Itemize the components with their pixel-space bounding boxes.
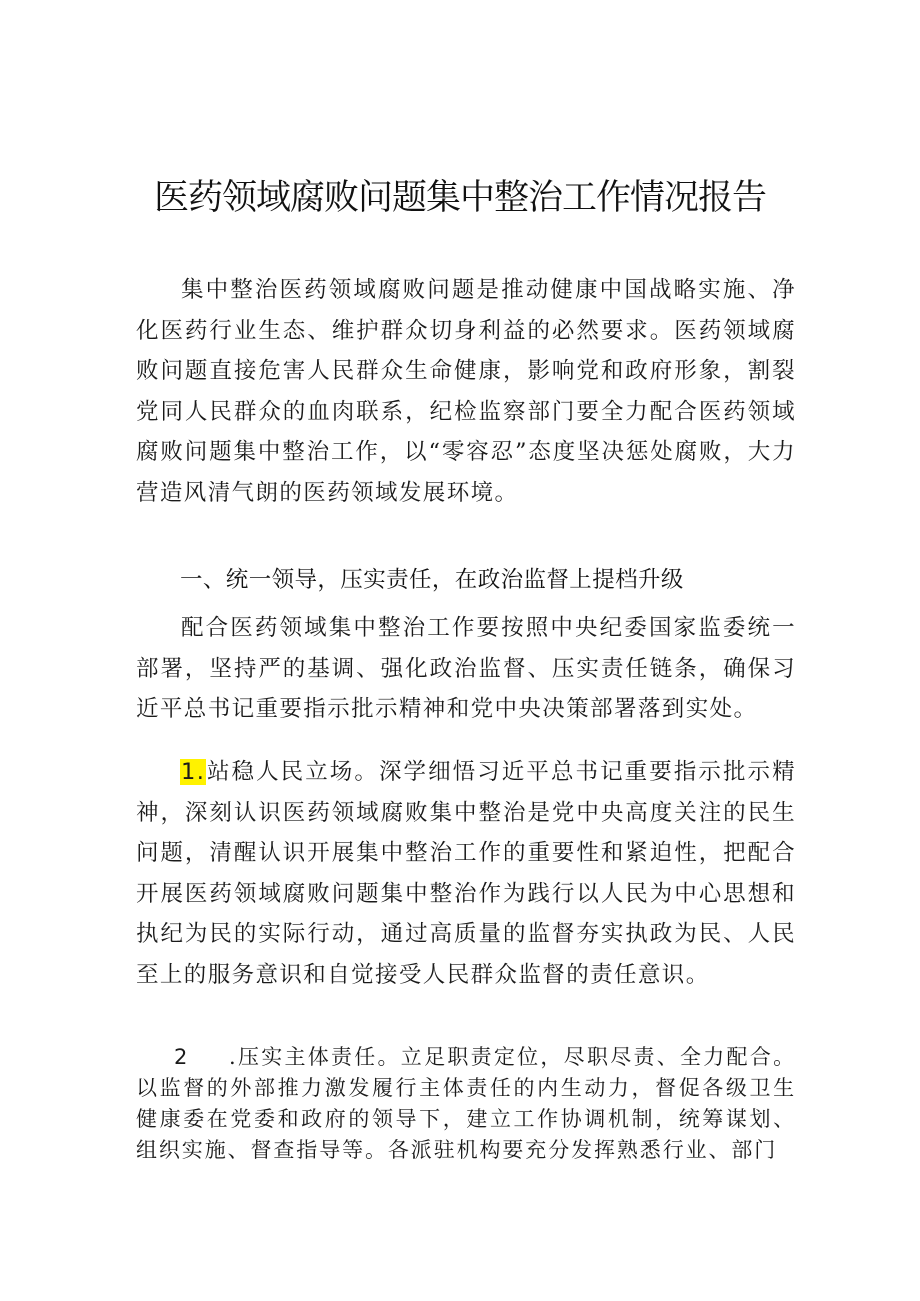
item-2-text: .压实主体责任。立足职责定位，尽职尽责、全力配合。以监督的外部推力激发履行主体责任的内生动力，督促各级卫生健康委在党委和政府的领导下，建立工作协调机制，统筹谋划、组织实施、督查指导等。各派驻机构要充分发挥熟悉行业、部门 [136, 1045, 796, 1162]
section-1-paragraph: 配合医药领域集中整治工作要按照中央纪委国家监委统一部署，坚持严的基调、强化政治监督、压实责任链条，确保习近平总书记重要指示批示精神和党中央决策部署落到实处。 [136, 615, 796, 722]
document-title: 医药领域腐败问题集中整治工作情况报告 [153, 178, 766, 218]
section-1-heading: 一、统一领导，压实责任，在政治监督上提档升级 [180, 567, 684, 593]
section-1-item-2 [136, 1042, 796, 1166]
highlighted-item-number: 1. [181, 759, 206, 785]
intro-paragraph: 集中整治医药领域腐败问题是推动健康中国战略实施、净化医药行业生态、维护群众切身利益的必然要求。医药领域腐败问题直接危害人民群众生命健康，影响党和政府形象，割裂党同人民群众的血肉联系，纪检监察部门要全力配合医药领域腐败问题集中整治工作，以“零容忍”态度坚决惩处腐败，大力营造风清气朗的医药领域发展环境。 [136, 277, 796, 506]
item-2-number: 2 [174, 1045, 190, 1069]
section-1-item-1 [136, 752, 796, 995]
item-1-text: 站稳人民立场。深学细悟习近平总书记重要指示批示精神，深刻认识医药领域腐败集中整治是党中央高度关注的民生问题，清醒认识开展集中整治工作的重要性和紧迫性，把配合开展医药领域腐败问题集中整治作为践行以人民为中心思想和执纪为民的实际行动，通过高质量的监督夯实执政为民、人民至上的服务意识和自觉接受人民群众监督的责任意识。 [136, 759, 796, 988]
